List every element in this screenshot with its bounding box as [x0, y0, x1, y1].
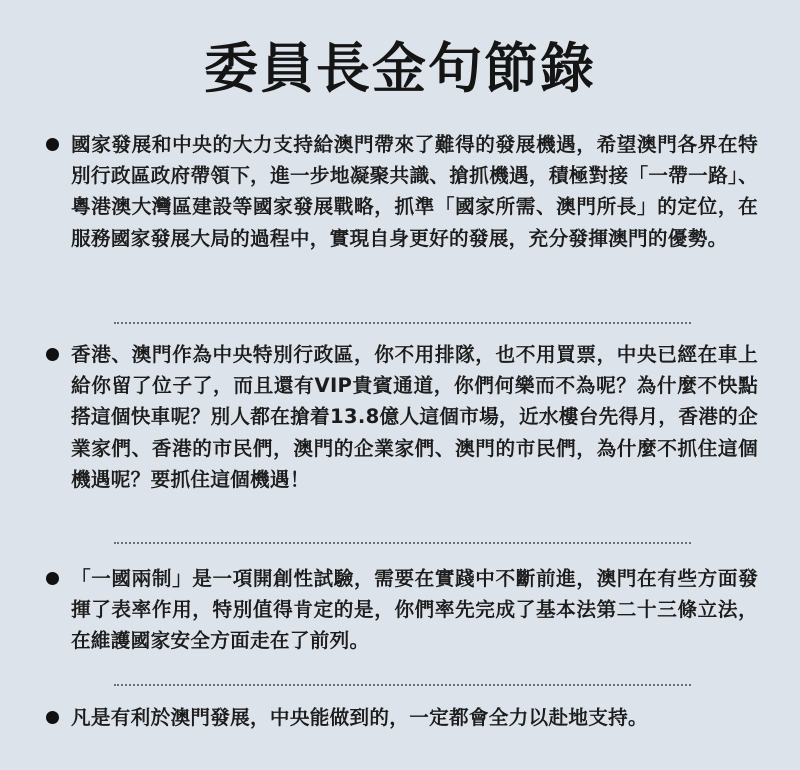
quote-item-2 — [46, 339, 758, 495]
quote-text: 凡是有利於澳門發展，中央能做到的，一定都會全力以赴地支持。 — [71, 706, 648, 729]
quote-text: 國家發展和中央的大力支持給澳門帶來了難得的發展機遇，希望澳門各界在特別行政區政府帶領下，進一步地凝聚共識、搶抓機遇，積極對接「一帶一路」、粵港澳大灣區建設等國家發展戰略，抓準「國家所需、澳門所長」的定位，在服務國家發展大局的過程中，實現自身更好的發展，充分發揮澳門的優勢。 — [71, 133, 758, 250]
dotted-divider — [114, 542, 691, 544]
quote-item-4 — [46, 702, 758, 733]
quote-item-3 — [46, 563, 758, 657]
bullet-icon — [46, 711, 59, 724]
quote-text: 香港、澳門作為中央特別行政區，你不用排隊，也不用買票，中央已經在車上給你留了位子了，而且還有VIP貴賓通道，你們何樂而不為呢？為什麼不快點搭這個快車呢？別人都在搶着13.8億人這個市場，近水樓台先得月，香港的企業家們、香港的市民們，澳門的企業家們、澳門的市民們，為什麼不抓住這個機遇呢？要抓住這個機遇！ — [71, 343, 758, 491]
bullet-icon — [46, 138, 59, 151]
bullet-icon — [46, 572, 59, 585]
dotted-divider — [114, 322, 691, 324]
quote-item-1 — [46, 129, 758, 254]
dotted-divider — [114, 684, 691, 686]
page-title: 委員長金句節錄 — [204, 36, 596, 100]
quote-text: 「一國兩制」是一項開創性試驗，需要在實踐中不斷前進，澳門在有些方面發揮了表率作用，特別值得肯定的是，你們率先完成了基本法第二十三條立法，在維護國家安全方面走在了前列。 — [71, 567, 758, 653]
bullet-icon — [46, 348, 59, 361]
